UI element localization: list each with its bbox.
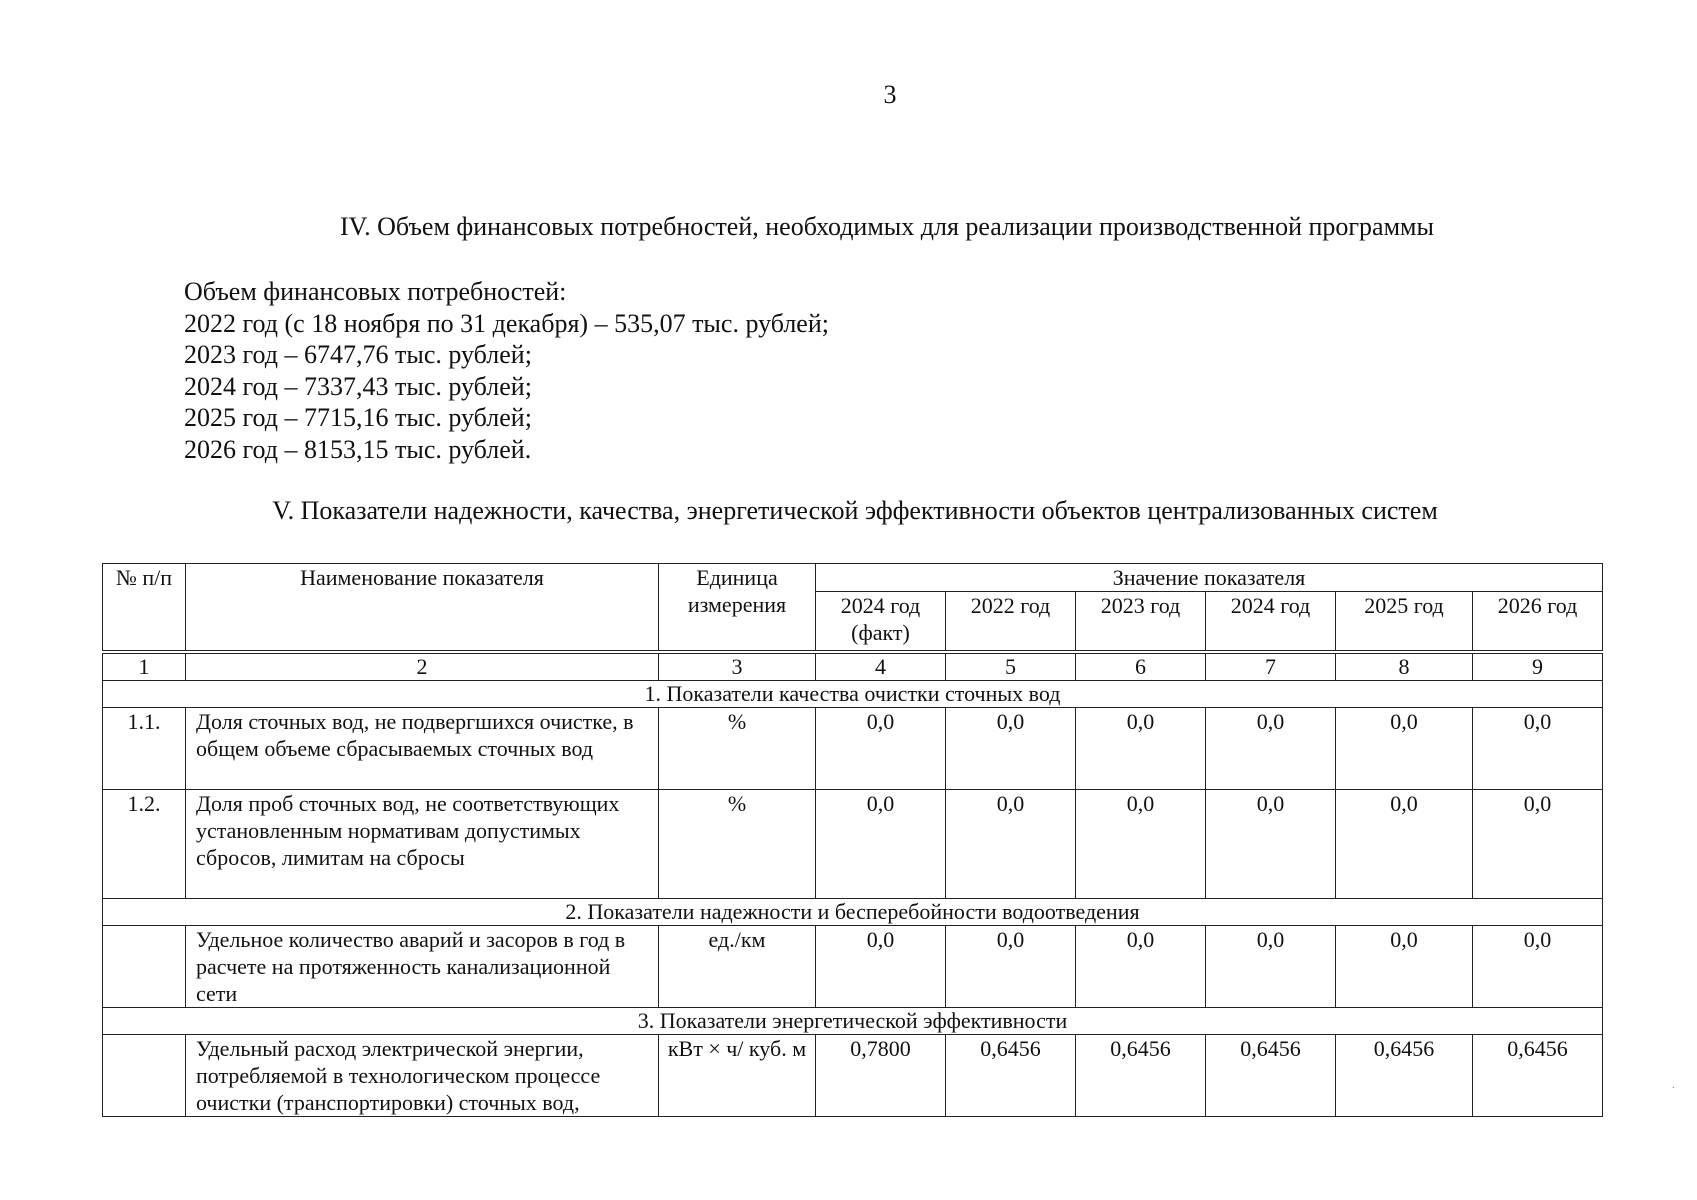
financial-needs-line: 2023 год – 6747,76 тыс. рублей; xyxy=(184,340,532,369)
row-value: 0,0 xyxy=(946,790,1076,899)
financial-needs-line: 2026 год – 8153,15 тыс. рублей. xyxy=(184,434,532,464)
header-year: 2024 год (факт) xyxy=(816,592,946,651)
row-value: 0,0 xyxy=(816,708,946,790)
row-value: 0,0 xyxy=(946,926,1076,1008)
row-unit: ед./км xyxy=(659,926,816,1008)
column-numbers-row xyxy=(103,654,1603,681)
row-name: Удельное количество аварий и засоров в год в расчете на протяженность канализационной сети xyxy=(186,926,659,1008)
row-value: 0,0 xyxy=(1336,708,1473,790)
row-value: 0,6456 xyxy=(1076,1035,1206,1117)
row-value: 0,0 xyxy=(1473,926,1603,1008)
row-value: 0,0 xyxy=(1473,708,1603,790)
row-value: 0,0 xyxy=(1076,708,1206,790)
section-title: 1. Показатели качества очистки сточных вод xyxy=(103,681,1603,708)
column-number: 9 xyxy=(1473,654,1603,681)
column-number: 3 xyxy=(659,654,816,681)
financial-needs-line: 2025 год – 7715,16 тыс. рублей; xyxy=(184,403,532,432)
table-row xyxy=(103,790,1603,899)
table-row xyxy=(103,926,1603,1008)
row-unit: % xyxy=(659,790,816,899)
section-5-title: V. Показатели надежности, качества, энергетической эффективности объектов централизованных систем xyxy=(272,496,1438,525)
header-year: 2023 год xyxy=(1076,592,1206,651)
row-value: 0,0 xyxy=(1076,790,1206,899)
section-row xyxy=(103,1008,1603,1035)
row-unit: кВт × ч/ куб. м xyxy=(659,1035,816,1117)
row-name: Удельный расход электрической энергии, потребляемой в технологическом процессе очистки (транспортировки) сточных вод, xyxy=(186,1035,659,1117)
row-value: 0,6456 xyxy=(1336,1035,1473,1117)
table-header-row xyxy=(103,564,1603,592)
row-name: Доля проб сточных вод, не соответствующих установленным нормативам допустимых сбросов, лимитам на сбросы xyxy=(186,790,659,899)
financial-needs-line: Объем финансовых потребностей: xyxy=(184,277,567,306)
financial-needs-line: 2022 год (с 18 ноября по 31 декабря) – 535,07 тыс. рублей; xyxy=(184,308,829,338)
financial-needs-line: 2024 год – 7337,43 тыс. рублей; xyxy=(184,371,532,401)
section-title: 2. Показатели надежности и бесперебойности водоотведения xyxy=(103,899,1603,926)
row-value: 0,0 xyxy=(816,790,946,899)
header-year: 2022 год xyxy=(946,592,1076,651)
header-year: 2026 год xyxy=(1473,592,1603,651)
row-value: 0,0 xyxy=(816,926,946,1008)
row-value: 0,7800 xyxy=(816,1035,946,1117)
section-4-title: IV. Объем финансовых потребностей, необходимых для реализации производственной программы xyxy=(340,212,1434,241)
row-unit: % xyxy=(659,708,816,790)
row-name: Доля сточных вод, не подвергшихся очистке, в общем объеме сбрасываемых сточных вод xyxy=(186,708,659,790)
header-year: 2024 год xyxy=(1206,592,1336,651)
header-year: 2025 год xyxy=(1336,592,1473,651)
column-number: 5 xyxy=(946,654,1076,681)
row-num xyxy=(103,1035,186,1117)
section-row xyxy=(103,899,1603,926)
scan-mark: · xyxy=(1671,1083,1675,1094)
row-num: 1.2. xyxy=(103,790,186,899)
header-value-group: Значение показателя xyxy=(816,564,1603,592)
row-value: 0,6456 xyxy=(1206,1035,1336,1117)
row-value: 0,0 xyxy=(1336,790,1473,899)
row-num xyxy=(103,926,186,1008)
row-value: 0,0 xyxy=(1076,926,1206,1008)
row-value: 0,0 xyxy=(946,708,1076,790)
column-number: 6 xyxy=(1076,654,1206,681)
row-num: 1.1. xyxy=(103,708,186,790)
table-row xyxy=(103,708,1603,790)
page-number: 3 xyxy=(883,80,897,109)
section-row xyxy=(103,681,1603,708)
indicators-table xyxy=(102,563,1603,1117)
column-number: 4 xyxy=(816,654,946,681)
column-number: 7 xyxy=(1206,654,1336,681)
row-value: 0,0 xyxy=(1206,790,1336,899)
row-value: 0,6456 xyxy=(946,1035,1076,1117)
column-number: 2 xyxy=(186,654,659,681)
column-number: 1 xyxy=(103,654,186,681)
row-value: 0,0 xyxy=(1473,790,1603,899)
row-value: 0,0 xyxy=(1336,926,1473,1008)
header-name: Наименование показателя xyxy=(186,564,659,651)
table-row xyxy=(103,1035,1603,1117)
header-num: № п/п xyxy=(103,564,186,651)
row-value: 0,6456 xyxy=(1473,1035,1603,1117)
row-value: 0,0 xyxy=(1206,708,1336,790)
header-unit: Единица измерения xyxy=(659,564,816,651)
row-value: 0,0 xyxy=(1206,926,1336,1008)
section-title: 3. Показатели энергетической эффективности xyxy=(103,1008,1603,1035)
column-number: 8 xyxy=(1336,654,1473,681)
financial-needs-block xyxy=(184,276,829,465)
